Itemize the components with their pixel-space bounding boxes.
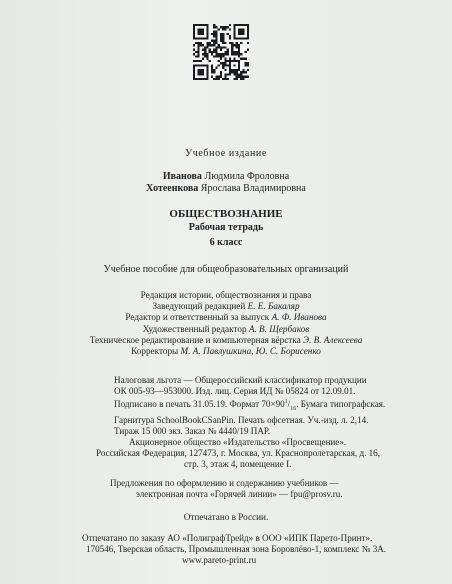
tech-info-block: Налоговая льгота — Общероссийский классификатор продукции ОК 005-93—953000. Изд. лиц. Серия ИД № 05824 от 12.09.01. Подписано в печать 31.05.19. Формат $70\times 90^1/_{16}$. Бумага типографская. Гарнитура SchoolBookCSanPin. Печать офсетная. Уч.-изд. л. 2,14. Тираж 15 000 экз. Заказ № 4440/19 ПАР. — [114, 375, 386, 436]
editorial-credits — [0, 290, 452, 357]
credit-line: Корректоры М. А. Павлушкина, Ю. С. Борисенко — [131, 346, 321, 357]
author-2-surname: Хотеенкова — [146, 183, 199, 194]
printer-block: Отпечатано по заказу АО «ПолиграфТрейд» в ООО «ИПК Парето-Принт». 170546, Тверская область, Промышленная зона Боровлёво-1, комплекс № 3А. www.pareto-print.ru — [82, 533, 387, 565]
book-purpose: Учебное пособие для общеобразовательных организаций — [103, 264, 349, 275]
author-1 — [0, 171, 452, 183]
edition-type: Учебное издание — [185, 148, 267, 159]
author-2 — [0, 183, 452, 195]
printed-in: Отпечатано в России. — [183, 512, 269, 522]
qr-code-icon — [193, 24, 249, 80]
author-2-names: Ярослава Владимировна — [200, 183, 306, 194]
credit-line: Техническое редактирование и компьютерная вёрстка Э. В. Алексеева — [89, 334, 363, 345]
credit-line: Редакция истории, обществознания и права — [140, 290, 312, 300]
book-grade: 6 класс — [209, 237, 243, 248]
book-title: ОБЩЕСТВОЗНАНИЕ — [169, 208, 283, 220]
credit-line: Заведующий редакцией Е. Е. Бакаляр — [152, 301, 300, 312]
author-1-names: Людмила Фроловна — [204, 171, 290, 182]
author-1-surname: Иванова — [162, 171, 202, 182]
credit-line: Редактор и ответственный за выпуск А. Ф. Иванова — [125, 312, 327, 323]
feedback-block: Предложения по оформлению и содержанию учебников — электронная почта «Горячей линии» — fpu@prosv.ru. — [110, 478, 343, 499]
credit-line: Художественный редактор А. В. Щербаков — [142, 323, 310, 334]
publisher-block: Акционерное общество «Издательство «Просвещение». Российская Федерация, 127473, г. Москва, ул. Краснопролетарская, д. 16, стр. 3, этаж 4, помещение I. — [96, 437, 380, 469]
book-subtitle: Рабочая тетрадь — [188, 222, 264, 233]
